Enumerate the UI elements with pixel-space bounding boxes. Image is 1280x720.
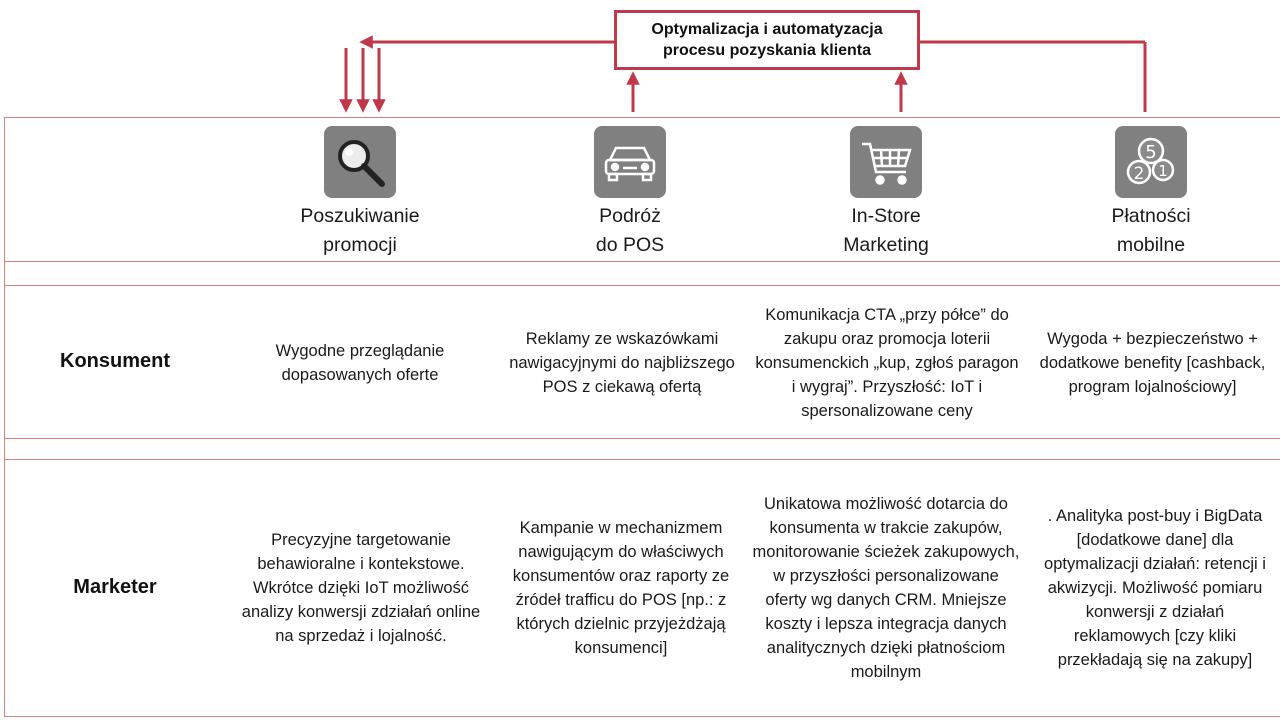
cell-konsument-travel: Reklamy ze wskazówkami nawigacyjnymi do najbliższego POS z ciekawą ofertą [509,330,735,396]
cell-marketer-travel: Kampanie w mechanizmem nawigującym do właściwych konsumentów oraz raporty ze źródeł trafficu do POS [np.: z których dzielnic przyjeżdżają konsumenci] [512,519,730,657]
svg-text:5: 5 [1145,142,1157,163]
stage-search-promo [250,126,470,260]
header-title-line2: procesu pozyskania klienta [662,42,872,59]
stage-mobile-payments [1041,126,1261,260]
stage-label: Płatności mobilne [1111,205,1191,256]
stage-in-store [776,126,996,260]
car-icon [594,126,666,198]
stage-label: Podróż do POS [595,205,665,256]
stage-label: Poszukiwanie promocji [300,205,420,256]
header-box [614,10,920,70]
magnifier-icon [324,126,396,198]
header-title-line1: Optymalizacja i automatyzacja [651,21,883,38]
cell-konsument-search: Wygodne przeglądanie dopasowanych oferte [275,342,445,384]
stage-label: In-Store Marketing [843,205,929,256]
svg-text:1: 1 [1158,162,1168,180]
svg-text:2: 2 [1133,164,1145,184]
shopping-cart-icon [850,126,922,198]
row-label-marketer: Marketer [73,576,157,598]
row-label-konsument: Konsument [60,350,170,372]
cell-konsument-payments: Wygoda + bezpieczeństwo + dodatkowe benefity [cashback, program lojalnościowy] [1039,330,1266,396]
cell-marketer-payments: . Analityka post-buy i BigData [dodatkowe dane] dla optymalizacji działań: retencji i akwizycji. Możliwość pomiaru konwersji z działań reklamowych [czy kliki przekładają się na zakupy] [1044,507,1266,669]
cell-marketer-instore: Unikatowa możliwość dotarcia do konsumenta w trakcie zakupów, monitorowanie ścieżek zakupowych, w przyszłości personalizowane oferty wg danych CRM. Mniejsze koszty i lepsza integracja danych analitycznych dzięki płatnościom mobilnym [752,495,1020,681]
coins-icon [1115,126,1187,198]
stage-travel-pos [520,126,740,260]
cell-konsument-instore: Komunikacja CTA „przy półce” do zakupu oraz promocja loterii konsumenckich „kup, zgłoś paragon i wygraj”. Przyszłość: IoT i spersonalizowane ceny [755,306,1019,420]
cell-marketer-search: Precyzyjne targetowanie behawioralne i kontekstowe. Wkrótce dzięki IoT możliwość analizy konwersji zdziałań online na sprzedaż i lojalność. [241,531,481,645]
